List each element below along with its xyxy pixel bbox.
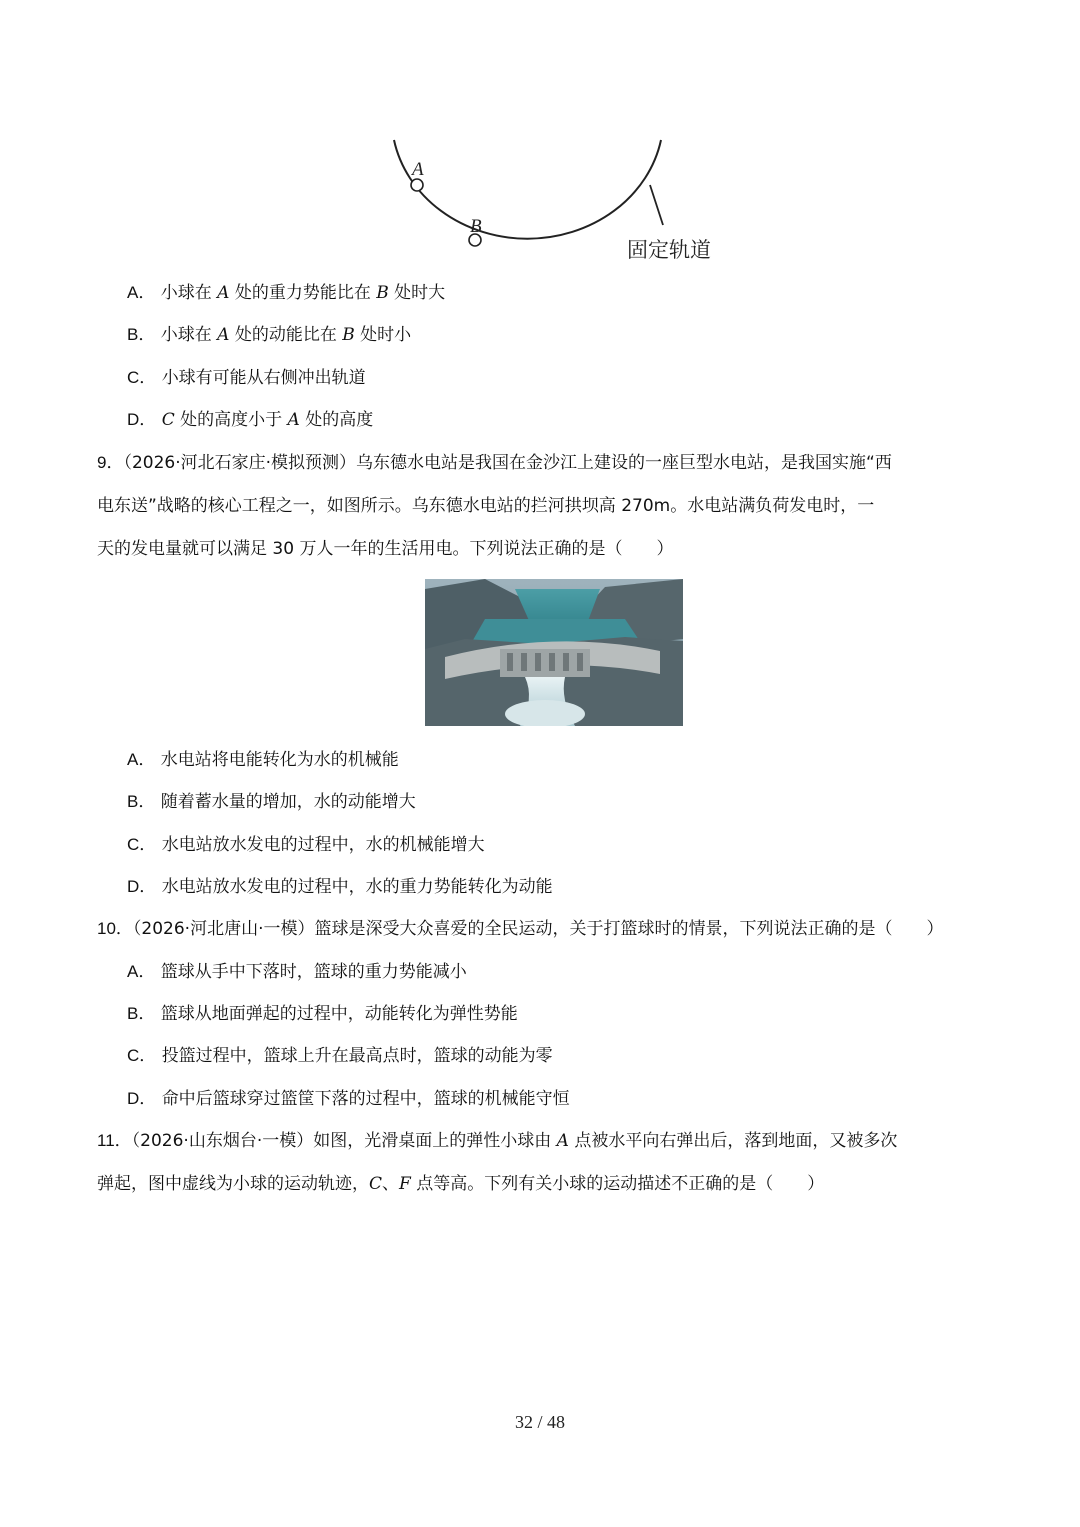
q11-stem-line1: 11．（2026·山东烟台·一模）如图，光滑桌面上的弹性小球由 A 点被水平向右弹出后，落到地面，又被多次 (97, 1131, 898, 1151)
q10-option-c: C． 投篮过程中，篮球上升在最高点时，篮球的动能为零 (127, 1046, 553, 1066)
q8-option-b: B． 小球在 A 处的动能比在 B 处时小 (127, 325, 412, 345)
q10-option-b: B． 篮球从地面弹起的过程中，动能转化为弹性势能 (127, 1004, 518, 1024)
track-figure (380, 130, 740, 270)
q9-stem-line3: 天的发电量就可以满足 30 万人一年的生活用电。下列说法正确的是（ ） (97, 539, 674, 559)
q8-option-c: C． 小球有可能从右侧冲出轨道 (127, 368, 366, 388)
track-pointer-line (650, 185, 663, 225)
ball-a (411, 179, 423, 191)
q10-stem: 10．（2026·河北唐山·一模）篮球是深受大众喜爱的全民运动，关于打篮球时的情景，下列说法正确的是（ ） (97, 919, 944, 939)
semicircular-track (394, 140, 661, 239)
q9-option-c: C． 水电站放水发电的过程中，水的机械能增大 (127, 835, 485, 855)
q8-option-d: D． C 处的高度小于 A 处的高度 (127, 410, 374, 430)
q9-stem-line1: 9．（2026·河北石家庄·模拟预测）乌东德水电站是我国在金沙江上建设的一座巨型水电站，是我国实施“西 (97, 453, 892, 473)
page-number: 32 / 48 (514, 1412, 565, 1432)
q11-stem-line2: 弹起，图中虚线为小球的运动轨迹，C、F 点等高。下列有关小球的运动描述不正确的是（ ） (97, 1174, 825, 1194)
label-b: B (470, 216, 482, 237)
q10-option-d: D． 命中后篮球穿过篮筐下落的过程中，篮球的机械能守恒 (127, 1089, 570, 1109)
q9-option-b: B． 随着蓄水量的增加，水的动能增大 (127, 792, 416, 812)
q9-stem-line2: 电东送”战略的核心工程之一，如图所示。乌东德水电站的拦河拱坝高 270m。水电站满负荷发电时，一 (97, 496, 875, 516)
dam-photo (425, 579, 683, 726)
q8-option-a: A． 小球在 A 处的重力势能比在 B 处时大 (127, 283, 446, 303)
q10-option-a: A． 篮球从手中下落时，篮球的重力势能减小 (127, 962, 467, 982)
label-a: A (412, 159, 424, 180)
q9-option-d: D． 水电站放水发电的过程中，水的重力势能转化为动能 (127, 877, 553, 897)
q9-option-a: A． 水电站将电能转化为水的机械能 (127, 750, 399, 770)
track-label: 固定轨道 (627, 238, 711, 262)
